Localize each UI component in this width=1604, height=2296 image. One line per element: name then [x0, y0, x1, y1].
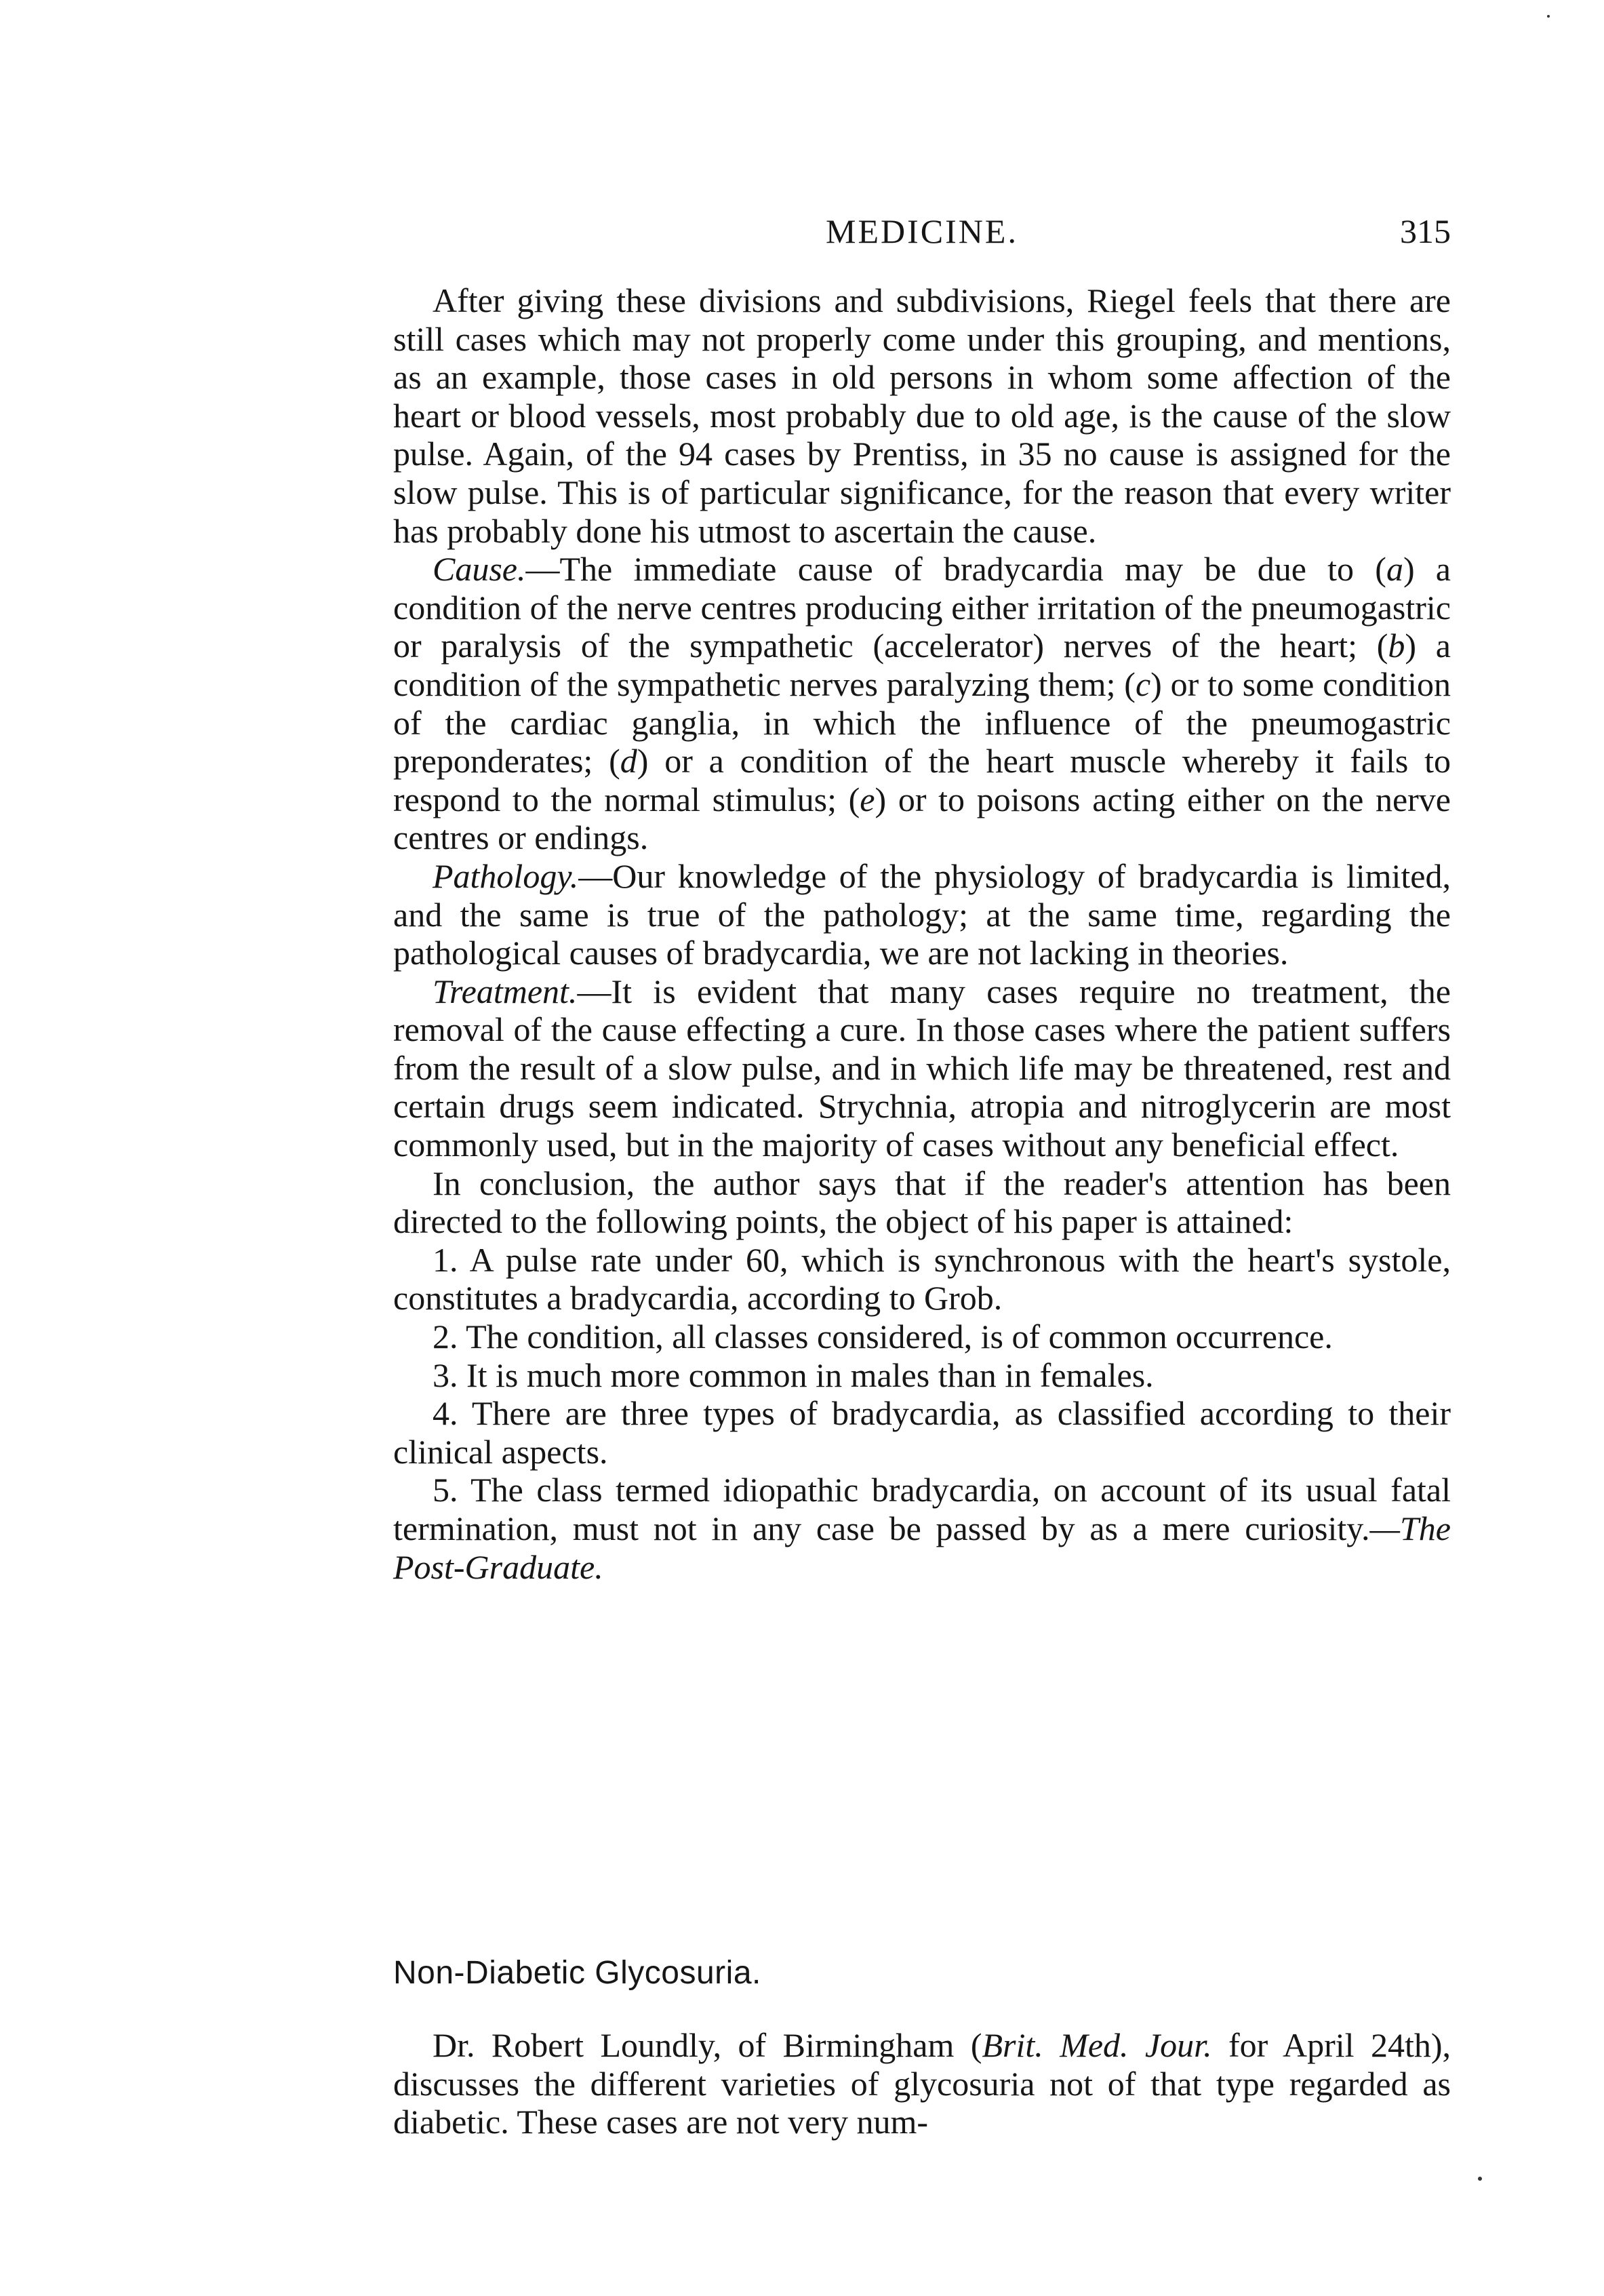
running-title: MEDICINE. — [826, 212, 1018, 250]
cause-letter-d: d — [620, 742, 637, 780]
treatment-label: Treatment. — [433, 972, 578, 1010]
section-intro — [393, 2026, 1451, 2141]
loundly-text-2: for April 24th), discusses the different varieties of glycosuria not of that type regarded as diabetic. These cases are not very num- — [393, 2026, 1451, 2141]
pathology-label: Pathology. — [433, 856, 579, 895]
paragraph-riegel: After giving these divisions and subdivisions, Riegel feels that there are still cases which may not properly come under this grouping, and mentions, as an example, those cases in old persons in whom some affection of the heart or blood vessels, most probably due to old age, is the cause of the slow pulse. Again, of the 94 cases by Prentiss, in 35 no cause is assigned for the slow pulse. This is of particular significance, for the reason that every writer has probably done his utmost to ascertain the cause. — [393, 281, 1451, 550]
cause-label: Cause. — [433, 550, 526, 589]
conclusion-point-1: 1. A pulse rate under 60, which is synchronous with the heart's systole, constitutes a bradycardia, according to Grob. — [393, 1240, 1451, 1318]
paragraph-cause — [393, 550, 1451, 857]
conclusion-point-5 — [393, 1471, 1451, 1586]
section-heading: Non-Diabetic Glycosuria. — [393, 1955, 761, 1991]
paragraph-loundly — [393, 2026, 1451, 2141]
body-text — [393, 281, 1451, 1586]
cause-text-2: ) a condition of the nerve centres producing either irritation of the pneumogastric or paralysis of the sympathetic (accelerator) nerves of the heart; ( — [393, 550, 1451, 665]
cause-letter-b: b — [1388, 627, 1405, 665]
cause-letter-c: c — [1135, 665, 1151, 703]
loundly-text-1: Dr. Robert Loundly, of Birmingham ( — [433, 2026, 982, 2064]
journal-name: Brit. Med. Jour. — [982, 2026, 1212, 2064]
pathology-text: —Our knowledge of the physiology of bradycardia is limited, and the same is true of the pathology; at the same time, regarding the pathological causes of bradycardia, we are not lacking in theories. — [393, 856, 1451, 972]
conclusion-point-4: 4. There are three types of bradycardia, as classified according to their clinical aspects. — [393, 1394, 1451, 1471]
scan-speck — [1478, 2177, 1482, 2181]
conclusion-point-3: 3. It is much more common in males than in females. — [433, 1355, 1154, 1394]
cause-text-3: ) a condition of the sympathetic nerves paralyzing them; ( — [393, 627, 1451, 703]
point-5-text: 5. The class termed idiopathic bradycardia, on account of its usual fatal termination, must not in any case be passed by as a mere curiosity. — [393, 1471, 1451, 1547]
paragraph-pathology — [393, 857, 1451, 972]
scan-speck — [1547, 15, 1550, 18]
point-5-source: —The Post-Graduate. — [393, 1509, 1451, 1586]
cause-text-1: —The immediate cause of bradycardia may be due to ( — [525, 550, 1386, 589]
cause-text-6: ) or to poisons acting either on the nerve centres or endings. — [393, 780, 1451, 857]
running-head — [393, 212, 1451, 259]
conclusion-point-2: 2. The condition, all classes considered, is of common occurrence. — [433, 1318, 1333, 1356]
paragraph-treatment — [393, 972, 1451, 1164]
paragraph-conclusion: In conclusion, the author says that if the reader's attention has been directed to the following points, the object of his paper is attained: — [393, 1164, 1451, 1241]
cause-letter-e: e — [860, 780, 875, 818]
cause-letter-a: a — [1386, 550, 1403, 589]
treatment-text: —It is evident that many cases require no treatment, the removal of the cause effecting a cure. In those cases where the patient suffers from the result of a slow pulse, and in which life may be threatened, rest and certain drugs seem indicated. Strychnia, atropia and nitroglycerin are most commonly used, but in the majority of cases without any beneficial effect. — [393, 972, 1451, 1164]
cause-text-5: ) or a condition of the heart muscle whereby it fails to respond to the normal stimulus; ( — [393, 742, 1451, 818]
page-number: 315 — [1400, 212, 1451, 250]
cause-text-4: ) or to some condition of the cardiac ganglia, in which the influence of the pneumogastric preponderates; ( — [393, 665, 1451, 780]
